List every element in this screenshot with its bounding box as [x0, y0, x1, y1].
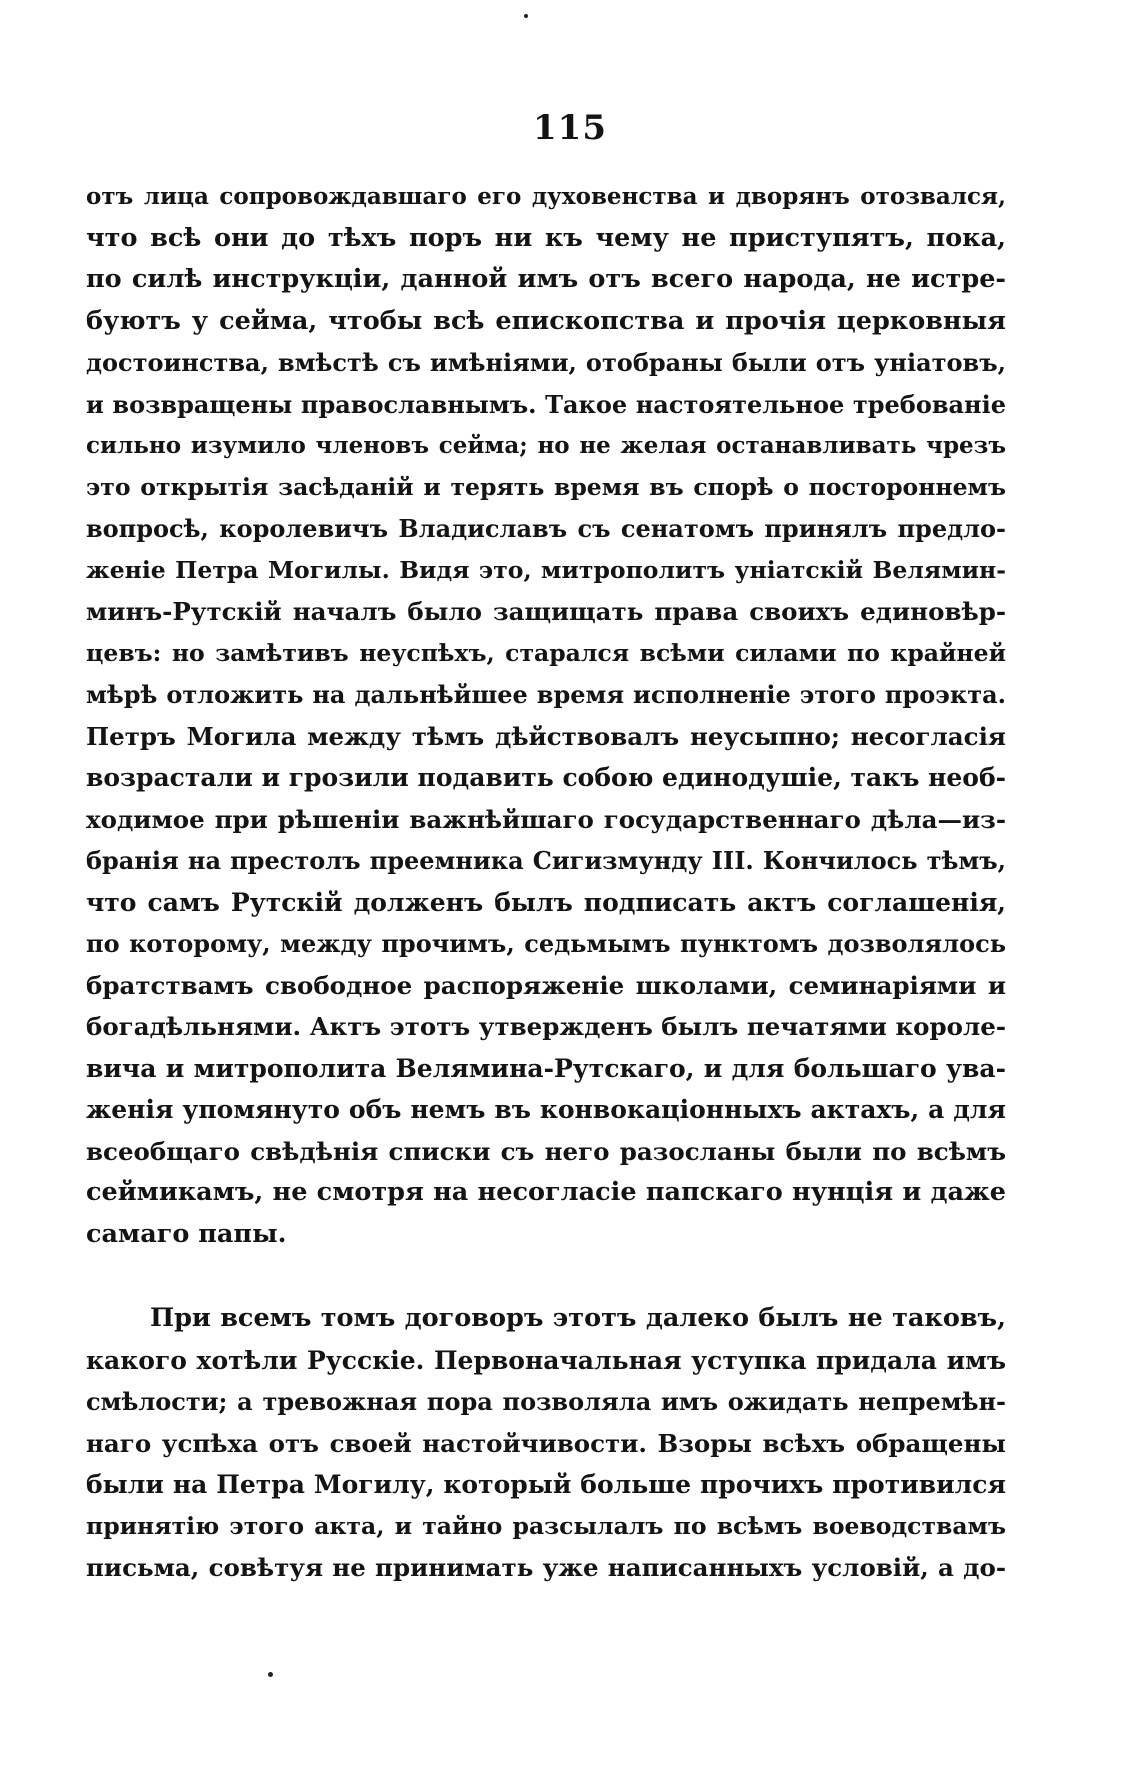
paragraph-2: [86, 1298, 1006, 1589]
text-line: женія упомянуто объ немъ въ конвокаціонныхъ актахъ, а для: [86, 1095, 1006, 1124]
paragraph-1: [86, 176, 1006, 1255]
text-line: это открытія засѣданій и терять время въ спорѣ о постороннемъ: [86, 472, 1006, 501]
page-number: 115: [533, 108, 607, 148]
text-line: цевъ: но замѣтивъ неуспѣхъ, старался всѣми силами по крайней: [86, 638, 1006, 667]
text-line: Петръ Могила между тѣмъ дѣйствовалъ неусыпно; несогласія: [86, 721, 1006, 751]
text-line: по которому, между прочимъ, седьмымъ пунктомъ дозволялось: [86, 929, 1006, 958]
text-line: что самъ Рутскій долженъ былъ подписать актъ соглашенія,: [86, 887, 1006, 917]
text-line: сильно изумило членовъ сейма; но не желая останавливать чрезъ: [86, 432, 1006, 459]
text-line: смѣлости; а тревожная пора позволяла имъ ожидать непремѣн-: [86, 1387, 1006, 1416]
text-line: богадѣльнями. Актъ этотъ утвержденъ былъ печатями короле-: [86, 1012, 1006, 1041]
text-line: буютъ у сейма, чтобы всѣ епископства и прочія церковныя: [86, 305, 1006, 336]
text-line: по силѣ инструкціи, данной имъ отъ всего народа, не истре-: [86, 264, 1006, 294]
text-line: При всемъ томъ договоръ этотъ далеко былъ не таковъ,: [150, 1303, 1006, 1333]
text-line: бранія на престолъ преемника Сигизмунду III. Кончилось тѣмъ,: [86, 846, 1006, 875]
printer-mark-bottom: [268, 1672, 273, 1677]
text-line: вопросѣ, королевичъ Владиславъ съ сенатомъ принялъ предло-: [86, 514, 1006, 543]
text-line: женіе Петра Могилы. Видя это, митрополитъ уніатскій Велямин-: [86, 555, 1006, 584]
text-line: ходимое при рѣшеніи важнѣйшаго государственнаго дѣла—из-: [86, 804, 1006, 834]
text-line: какого хотѣли Русскіе. Первоначальная уступка придала имъ: [86, 1345, 1006, 1375]
printer-mark-top: [524, 14, 528, 18]
text-line: минъ-Рутскій началъ было защищать права своихъ единовѣр-: [86, 597, 1006, 626]
text-line: самаго папы.: [86, 1218, 287, 1249]
text-line: всеобщаго свѣдѣнія списки съ него разосланы были по всѣмъ: [86, 1136, 1006, 1166]
text-line: возрастали и грозили подавить собою единодушіе, такъ необ-: [86, 763, 1007, 792]
text-line: и возвращены православнымъ. Такое настоятельное требованіе: [86, 389, 1006, 419]
text-line: принятію этого акта, и тайно разсылалъ по всѣмъ воеводствамъ: [86, 1511, 1006, 1540]
text-line: вича и митрополита Велямина-Рутскаго, и для большаго ува-: [86, 1053, 1006, 1083]
text-line: достоинства, вмѣстѣ съ имѣніями, отобраны были отъ уніатовъ,: [86, 348, 1006, 377]
text-line: письма, совѣтуя не принимать уже написанныхъ условій, а до-: [86, 1553, 1006, 1582]
text-line: мѣрѣ отложить на дальнѣйшее время исполненіе этого проэкта.: [86, 680, 1006, 709]
text-line: что всѣ они до тѣхъ поръ ни къ чему не приступятъ, пока,: [86, 222, 1006, 253]
text-line: сеймикамъ, не смотря на несогласіе папскаго нунція и даже: [86, 1177, 1006, 1207]
text-line: отъ лица сопровождавшаго его духовенства и дворянъ отозвался,: [86, 183, 1006, 210]
text-line: наго успѣха отъ своей настойчивости. Взоры всѣхъ обращены: [86, 1428, 1006, 1458]
text-line: были на Петра Могилу, который больше прочихъ противился: [86, 1470, 1006, 1499]
text-line: братствамъ свободное распоряженіе школами, семинаріями и: [86, 970, 1006, 1000]
